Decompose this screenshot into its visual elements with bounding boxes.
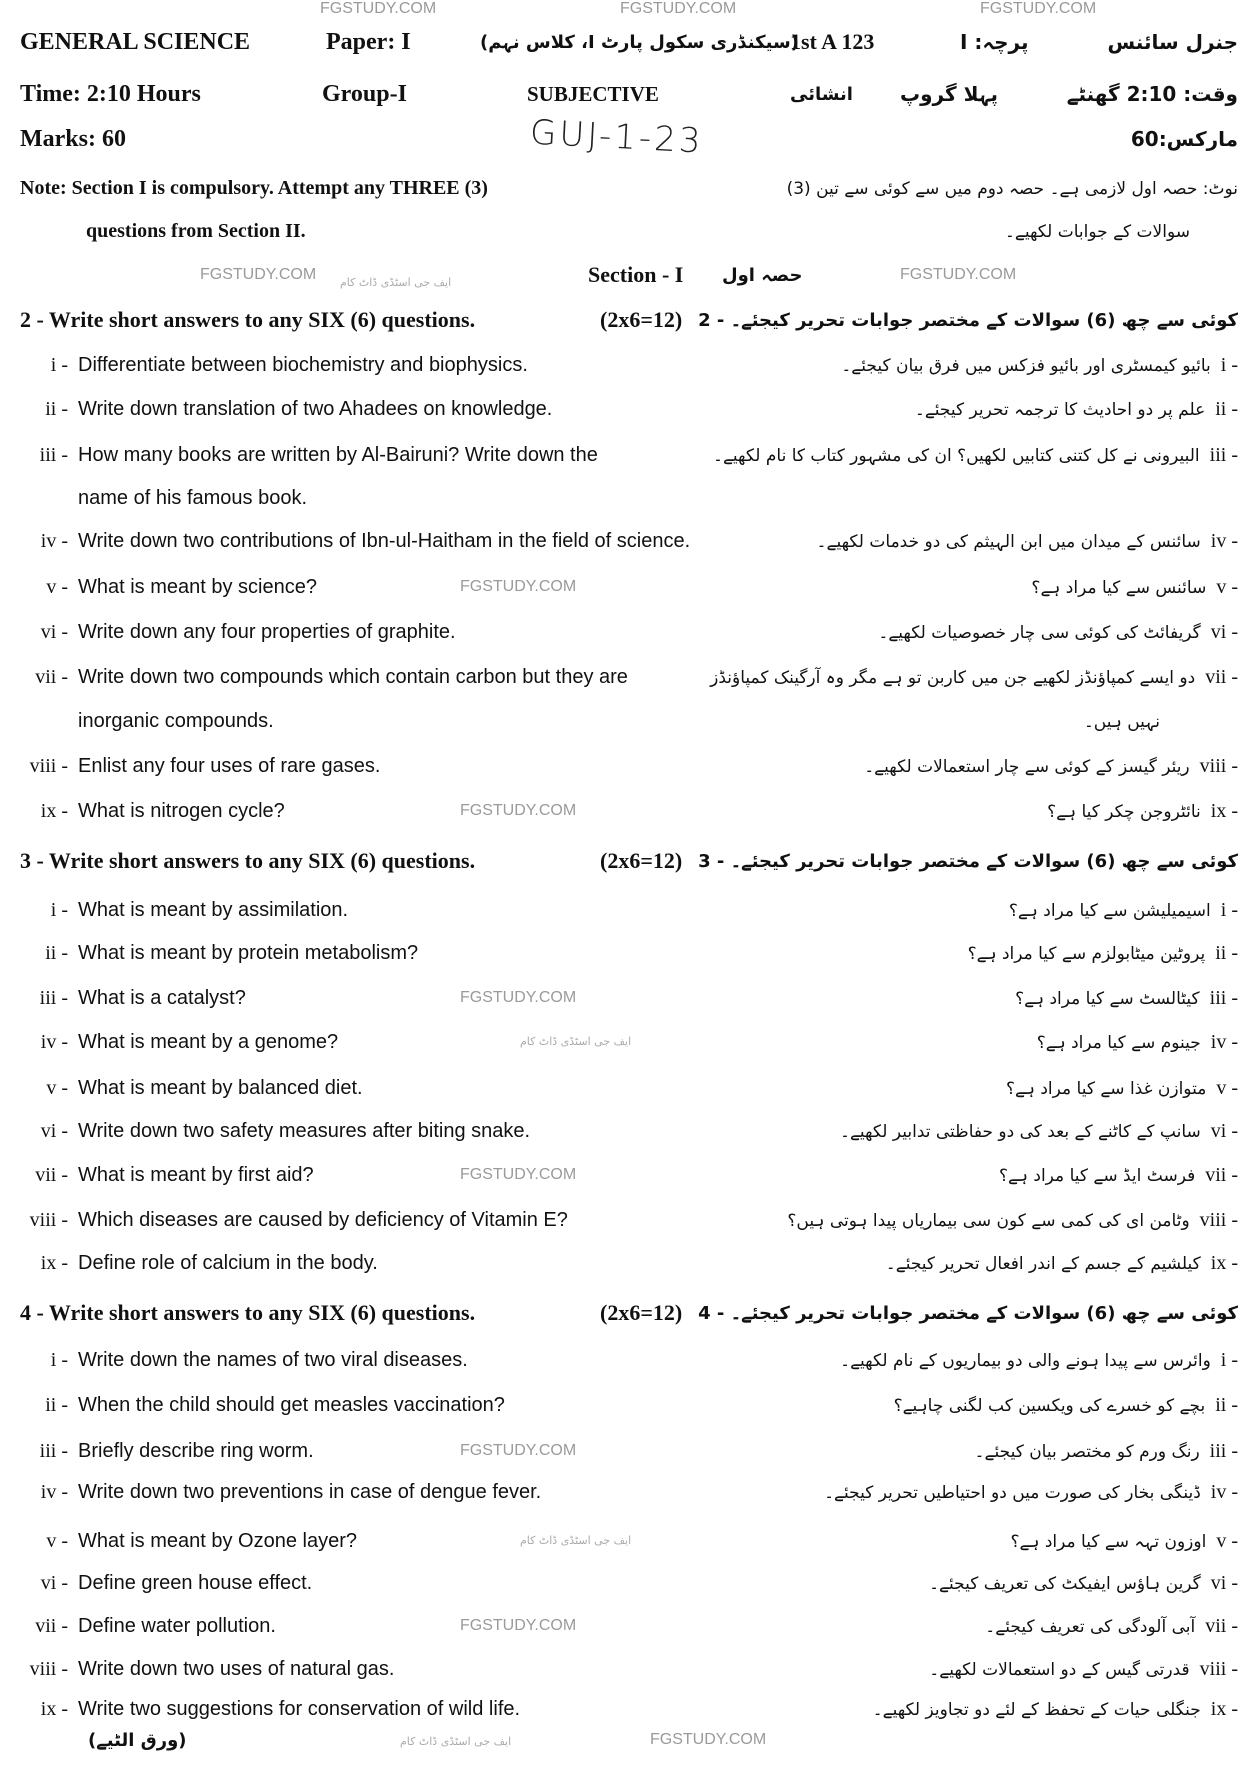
question-text-continued: inorganic compounds. [78,709,274,732]
question-number: vii - [35,1614,68,1637]
question-number: viii - [29,1657,68,1680]
question-text-en [0,1201,568,1239]
question-item [0,1650,1250,1688]
question-text-en [0,390,552,428]
section-title: Section - I [588,262,684,287]
question-number-urdu: ix - [1210,1697,1238,1720]
question-number: i - [50,1348,68,1371]
question-number: i - [50,898,68,921]
question-urdu: فرسٹ ایڈ سے کیا مراد ہے؟ [999,1165,1196,1186]
question-text-urdu [1015,979,1238,1017]
watermark: FGSTUDY.COM [320,0,437,17]
question-text-urdu [1009,891,1238,929]
class-urdu: (سیکنڈری سکول پارٹ I، کلاس نہم) [480,31,799,53]
question-urdu: نائٹروجن چکر کیا ہے؟ [1047,801,1201,822]
watermark: FGSTUDY.COM [460,1617,577,1634]
question-text-urdu [894,1386,1238,1424]
question-item [0,390,1250,428]
question-text: What is meant by balanced diet. [78,1076,363,1099]
question-urdu: وٹامن ای کی کمی سے کون سی بیماریاں پیدا ہوتی ہیں؟ [787,1210,1190,1231]
question-text-en [0,1386,505,1424]
question-text-en [0,747,380,785]
question-heading-row [0,842,1250,880]
question-text-en [0,979,246,1017]
question-item-continued [0,702,1250,740]
question-text-urdu [841,346,1238,384]
question-text: Write down any four properties of graphite. [78,620,456,643]
question-number-urdu: ii - [1215,1393,1238,1416]
turn-over-note: (ورق الٹیے) [88,1729,187,1751]
question-heading: 2 - Write short answers to any SIX (6) questions. [20,307,476,332]
question-item [0,1564,1250,1602]
question-text: What is meant by assimilation. [78,898,349,921]
question-number-urdu: iii - [1209,1439,1238,1462]
question-number: ix - [40,1697,68,1720]
question-urdu: پروٹین میٹابولزم سے کیا مراد ہے؟ [967,943,1206,964]
question-text-en [0,1244,378,1282]
question-urdu: قدرتی گیس کے دو استعمالات لکھیے۔ [929,1659,1190,1680]
question-text: Which diseases are caused by deficiency of Vitamin E? [78,1208,568,1231]
question-number: iii - [39,443,68,466]
question-text: Define water pollution. [78,1614,276,1637]
question-item [0,1473,1250,1511]
marks-row [0,120,1250,158]
question-urdu: بچے کو خسرے کی ویکسین کب لگنی چاہیے؟ [893,1395,1206,1416]
question-text: Differentiate between biochemistry and biophysics. [78,353,528,376]
question-item [0,979,1250,1017]
question-heading-row [0,301,1250,339]
question-item [0,436,1250,474]
question-number: vii - [35,1163,68,1186]
question-text-en [0,658,628,696]
question-text-urdu [968,934,1238,972]
question-number-urdu: iv - [1210,1480,1238,1503]
question-urdu: متوازن غذا سے کیا مراد ہے؟ [1006,1078,1207,1099]
question-text-en [0,1341,468,1379]
note-text: Note: Section I is compulsory. Attempt any THREE (3) [20,176,488,199]
question-text-en [0,934,418,972]
question-urdu: سانپ کے کاٹنے کے بعد کی دو حفاظتی تدابیر لکھیے۔ [840,1121,1201,1142]
question-text-continued: name of his famous book. [78,486,308,509]
time-row [0,75,1250,113]
question-item [0,1201,1250,1239]
question-number-urdu: ii - [1215,941,1238,964]
question-number-urdu: ix - [1210,799,1238,822]
watermark: FGSTUDY.COM [620,0,737,17]
question-item [0,613,1250,651]
question-text-urdu [1010,1522,1238,1560]
question-item [0,522,1250,560]
question-text-urdu [840,1112,1238,1150]
question-item [0,1341,1250,1379]
question-number-urdu: vi - [1210,620,1238,643]
question-number: ii - [45,1393,68,1416]
question-urdu: البیرونی نے کل کتنی کتابیں لکھیں؟ ان کی مشہور کتاب کا نام لکھیے۔ [713,445,1200,466]
watermark-urdu: ایف جی اسٹڈی ڈاٹ کام [400,1735,512,1748]
question-number-urdu: i - [1220,898,1238,921]
question-text-urdu [999,1156,1238,1194]
type-urdu: انشائی [790,83,853,105]
question-number: viii - [29,754,68,777]
question-text-urdu [878,613,1238,651]
question-text-urdu [929,1564,1238,1602]
handwritten-code: GUJ-1-23 [529,112,705,162]
question-number-urdu: i - [1220,353,1238,376]
question-text-en [0,1112,530,1150]
question-number-urdu: v - [1216,575,1238,598]
question-text: What is meant by protein metabolism? [78,941,419,964]
question-heading-urdu: کوئی سے چھ (6) سوالات کے مختصر جوابات تحریر کیجئے۔ - 2 [698,309,1238,331]
question-number-urdu: ix - [1210,1251,1238,1274]
question-text: Write down two preventions in case of dengue fever. [78,1480,542,1503]
marks-urdu: مارکس:60 [1130,127,1238,151]
subject-title: GENERAL SCIENCE [20,28,251,55]
time-urdu: وقت: 2:10 گھنٹے [1066,82,1238,106]
question-heading-urdu: کوئی سے چھ (6) سوالات کے مختصر جوابات تحریر کیجئے۔ - 4 [698,1302,1238,1324]
watermark-urdu: ایف جی اسٹڈی ڈاٹ کام [520,1534,632,1547]
question-item [0,346,1250,384]
question-text-urdu [864,747,1238,785]
question-urdu-continued: نہیں ہیں۔ [1083,711,1160,732]
question-text-en [0,1432,314,1470]
footer-row [0,1721,1250,1759]
question-urdu: سائنس سے کیا مراد ہے؟ [1031,577,1207,598]
watermark: FGSTUDY.COM [650,1731,767,1748]
watermark: FGSTUDY.COM [200,266,317,283]
question-text-urdu [817,522,1238,560]
question-number: iv - [40,1030,68,1053]
note-urdu: نوٹ: حصہ اول لازمی ہے۔ حصہ دوم میں سے کوئی سے تین (3) [786,178,1238,199]
marks-label: Marks: 60 [20,125,126,152]
watermark: FGSTUDY.COM [460,989,577,1006]
question-text-en [0,522,690,560]
question-text: Define green house effect. [78,1571,313,1594]
question-number-urdu: vii - [1205,665,1238,688]
question-text: Write down translation of two Ahadees on knowledge. [78,397,553,420]
watermark: FGSTUDY.COM [980,0,1097,17]
question-number-urdu: ii - [1215,397,1238,420]
question-item [0,1069,1250,1107]
question-heading-urdu: کوئی سے چھ (6) سوالات کے مختصر جوابات تحریر کیجئے۔ - 3 [698,850,1238,872]
question-urdu: آبی آلودگی کی تعریف کیجئے۔ [985,1616,1196,1637]
question-text-en [0,346,528,384]
question-item [0,658,1250,696]
note-urdu-2: سوالات کے جوابات لکھیے۔ [1004,221,1190,242]
watermark: FGSTUDY.COM [460,802,577,819]
question-item-continued [0,479,1250,517]
question-text-en [0,1023,338,1061]
question-number: ii - [45,397,68,420]
question-number-urdu: v - [1216,1529,1238,1552]
watermark: FGSTUDY.COM [460,578,577,595]
question-text: What is meant by Ozone layer? [78,1529,358,1552]
question-text-urdu [824,1473,1238,1511]
question-number: vi - [40,1571,68,1594]
question-number: vi - [40,1119,68,1142]
header-row [0,23,1250,61]
question-text-en [0,1607,276,1645]
question-text: Write down two compounds which contain carbon but they are [78,665,628,688]
question-text: Write down two safety measures after biting snake. [78,1119,531,1142]
question-text: Write two suggestions for conservation of wild life. [78,1697,521,1720]
question-number-urdu: viii - [1199,1208,1238,1231]
watermark: FGSTUDY.COM [900,266,1017,283]
question-item [0,1023,1250,1061]
question-text-en [0,1473,541,1511]
question-urdu: جنگلی حیات کے تحفظ کے لئے دو تجاویز لکھیے۔ [872,1699,1201,1720]
question-number: ix - [40,1251,68,1274]
question-urdu: علم پر دو احادیث کا ترجمہ تحریر کیجئے۔ [914,399,1206,420]
question-heading: 3 - Write short answers to any SIX (6) questions. [20,848,476,873]
question-number-urdu: viii - [1199,1657,1238,1680]
question-urdu: کیٹالسٹ سے کیا مراد ہے؟ [1015,988,1200,1009]
question-text-urdu [886,1244,1238,1282]
question-text-urdu [985,1607,1238,1645]
question-heading: 4 - Write short answers to any SIX (6) questions. [20,1300,476,1325]
question-text-urdu [915,390,1238,428]
paper-code: 1st A 123 [790,29,875,54]
question-text-en [0,891,348,929]
question-marks: (2x6=12) [600,1300,683,1325]
question-number-urdu: vii - [1205,1614,1238,1637]
question-urdu: گریفائٹ کی کوئی سی چار خصوصیات لکھیے۔ [878,622,1201,643]
question-number: vii - [35,665,68,688]
paper-urdu: پرچہ: I [960,30,1029,54]
question-urdu: اسیمیلیشن سے کیا مراد ہے؟ [1008,900,1211,921]
question-number: ix - [40,799,68,822]
subjective-label: SUBJECTIVE [527,81,659,106]
question-number: i - [50,353,68,376]
question-number: iii - [39,986,68,1009]
question-number-urdu: iii - [1209,443,1238,466]
question-item [0,1386,1250,1424]
question-item [0,1156,1250,1194]
question-number: vi - [40,620,68,643]
question-text-urdu [713,436,1238,474]
question-number: v - [46,1076,68,1099]
question-heading-row [0,1294,1250,1332]
question-text-urdu [787,1201,1238,1239]
question-number-urdu: iv - [1210,529,1238,552]
question-text: How many books are written by Al-Bairuni? Write down the [78,443,598,466]
question-number: iv - [40,1480,68,1503]
question-text-en [0,1564,312,1602]
question-text: Write down two contributions of Ibn-ul-Haitham in the field of science. [78,529,691,552]
question-text-urdu [929,1650,1238,1688]
question-text: Write down two uses of natural gas. [78,1657,395,1680]
question-urdu: دو ایسے کمپاؤنڈز لکھیے جن میں کاربن تو ہے مگر وہ آرگینک کمپاؤنڈز [710,667,1196,688]
question-text-en [0,1522,357,1560]
question-text-urdu [975,1432,1238,1470]
question-number-urdu: i - [1220,1348,1238,1371]
question-urdu: رنگ ورم کو مختصر بیان کیجئے۔ [974,1441,1200,1462]
question-item [0,1432,1250,1470]
question-number: ii - [45,941,68,964]
question-text-en [0,436,598,474]
question-number-urdu: vii - [1205,1163,1238,1186]
question-text-urdu [710,658,1238,696]
note-row-2 [0,212,1250,250]
question-text: Write down the names of two viral diseases. [78,1348,468,1371]
time-label: Time: 2:10 Hours [20,80,201,107]
question-urdu: جینوم سے کیا مراد ہے؟ [1036,1032,1201,1053]
question-item [0,1244,1250,1282]
question-number: viii - [29,1208,68,1231]
question-number-urdu: v - [1216,1076,1238,1099]
question-text-en [0,1156,314,1194]
question-item [0,568,1250,606]
question-item [0,934,1250,972]
question-urdu: گرین ہاؤس ایفیکٹ کی تعریف کیجئے۔ [929,1573,1201,1594]
paper-label: Paper: I [326,28,411,55]
question-text: What is meant by first aid? [78,1163,314,1186]
group-urdu: پہلا گروپ [900,82,998,106]
question-item [0,1522,1250,1560]
question-marks: (2x6=12) [600,307,683,332]
section-title-row [0,256,1250,294]
question-item [0,891,1250,929]
subject-urdu: جنرل سائنس [1107,30,1238,54]
group-label: Group-I [322,80,407,107]
question-text: What is nitrogen cycle? [78,799,285,822]
watermark-urdu: ایف جی اسٹڈی ڈاٹ کام [520,1035,632,1048]
question-number-urdu: vi - [1210,1119,1238,1142]
watermark: FGSTUDY.COM [460,1442,577,1459]
question-urdu: کیلشیم کے جسم کے اندر افعال تحریر کیجئے۔ [885,1253,1201,1274]
question-marks: (2x6=12) [600,848,683,873]
question-text-en [0,568,317,606]
question-urdu: وائرس سے پیدا ہونے والی دو بیماریوں کے نام لکھیے۔ [840,1350,1211,1371]
note-text-2: questions from Section II. [86,219,306,242]
question-text: Define role of calcium in the body. [78,1251,378,1274]
question-text: What is meant by science? [78,575,317,598]
question-text-en [0,613,456,651]
watermark: FGSTUDY.COM [460,1166,577,1183]
question-text: Enlist any four uses of rare gases. [78,754,381,777]
question-item [0,1607,1250,1645]
question-text-en [0,1069,363,1107]
question-urdu: سائنس کے میدان میں ابن الہیثم کی دو خدمات لکھیے۔ [816,531,1201,552]
question-text: Briefly describe ring worm. [78,1439,314,1462]
watermark-urdu: ایف جی اسٹڈی ڈاٹ کام [340,276,452,289]
question-text-urdu [840,1341,1238,1379]
question-text-urdu [1047,792,1238,830]
question-number-urdu: iv - [1210,1030,1238,1053]
question-urdu: بائیو کیمسٹری اور بائیو فزکس میں فرق بیان کیجئے۔ [841,355,1211,376]
question-number-urdu: iii - [1209,986,1238,1009]
question-item [0,1112,1250,1150]
question-urdu: اوزون تہہ سے کیا مراد ہے؟ [1010,1531,1207,1552]
question-text: When the child should get measles vaccination? [78,1393,505,1416]
question-urdu: ڈینگی بخار کی صورت میں دو احتیاطیں تحریر کیجئے۔ [824,1482,1201,1503]
question-text: What is a catalyst? [78,986,246,1009]
question-number: v - [46,1529,68,1552]
section-title-urdu: حصہ اول [722,264,803,286]
question-item [0,792,1250,830]
question-text-urdu [1031,568,1238,606]
question-number-urdu: viii - [1199,754,1238,777]
question-text-urdu [1037,1023,1238,1061]
question-number-urdu: vi - [1210,1571,1238,1594]
question-number: iii - [39,1439,68,1462]
question-text-urdu [1006,1069,1238,1107]
question-text-en [0,1650,394,1688]
question-urdu: ریئر گیسز کے کوئی سے چار استعمالات لکھیے۔ [864,756,1190,777]
question-text: What is meant by a genome? [78,1030,339,1053]
question-item [0,747,1250,785]
question-number: v - [46,575,68,598]
note-row [0,169,1250,207]
question-text-en [0,792,285,830]
question-number: iv - [40,529,68,552]
